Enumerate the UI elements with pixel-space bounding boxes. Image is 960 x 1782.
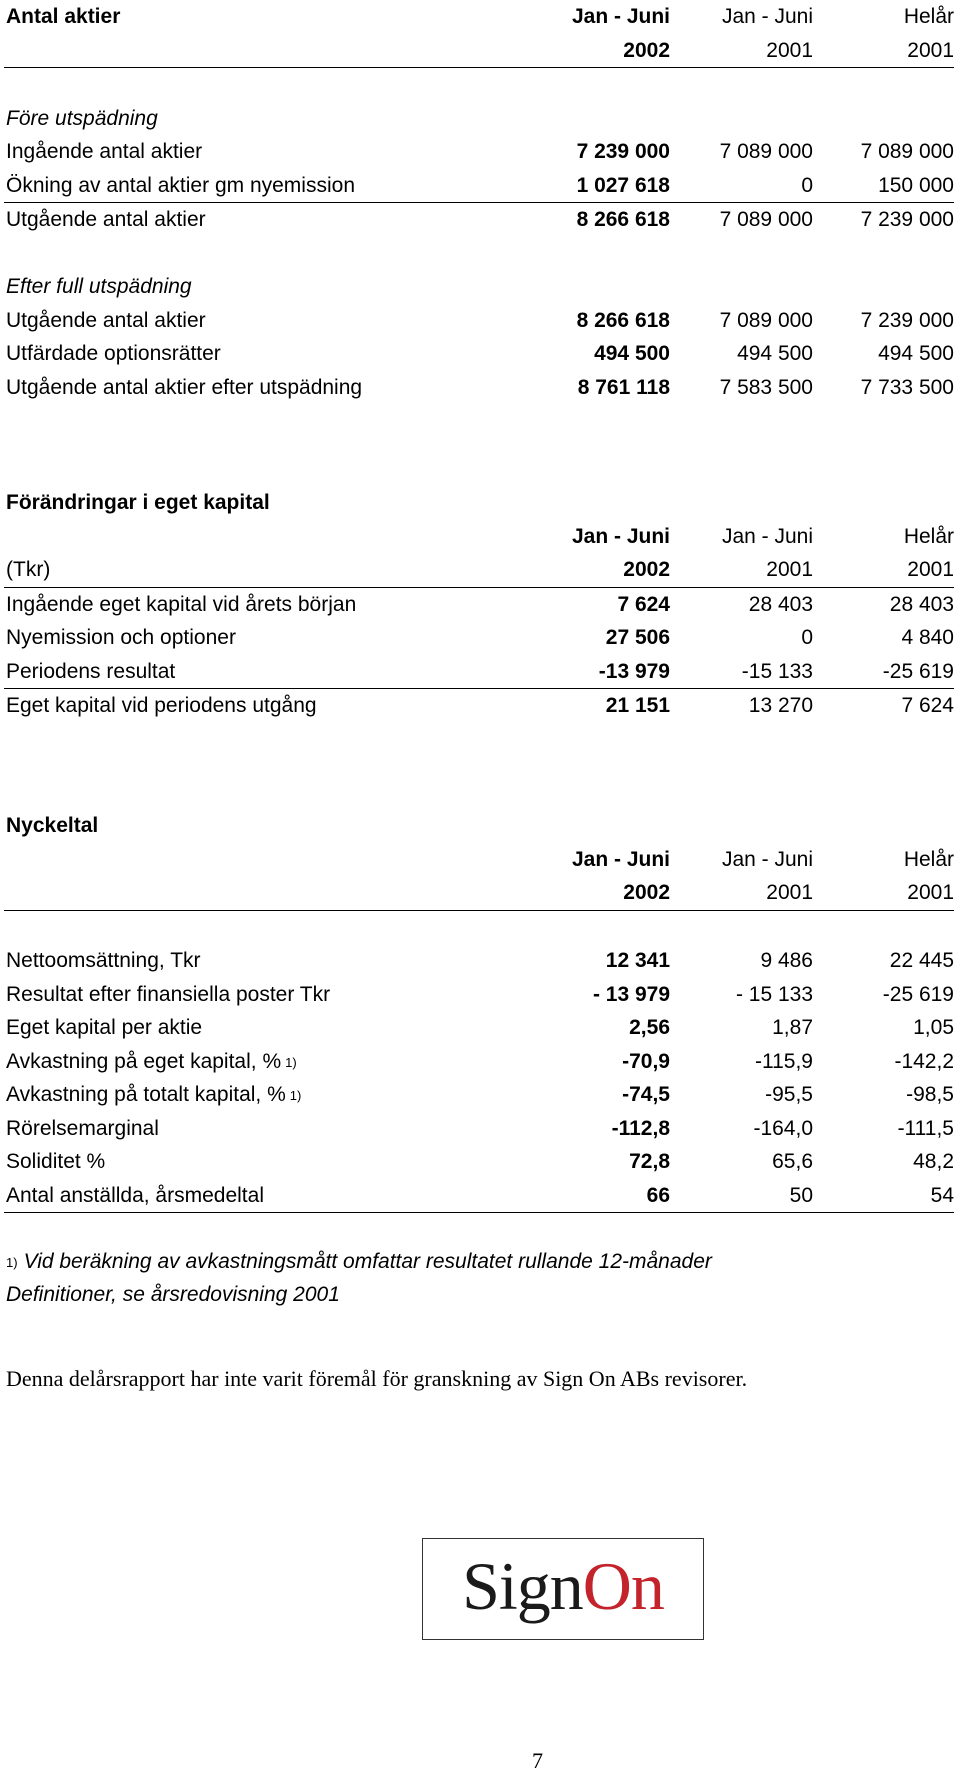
col-year: 2001 <box>766 38 813 62</box>
table-row <box>4 621 954 655</box>
table-row <box>4 135 954 169</box>
logo-part-on: On <box>582 1548 664 1624</box>
value-full-year: -25 619 <box>882 982 954 1006</box>
row-label: Nettoomsättning, Tkr <box>6 949 201 972</box>
col-year: 2001 <box>907 558 954 581</box>
value-full-year: 7 239 000 <box>860 208 954 231</box>
value-full-year: 7 239 000 <box>860 308 954 332</box>
shares-header-row-2 <box>4 34 954 69</box>
value-2002: 1 027 618 <box>576 173 670 197</box>
row-label: Utgående antal aktier efter utspädning <box>6 375 363 399</box>
row-label: Avkastning på totalt kapital, % <box>6 1083 286 1106</box>
row-label: Rörelsemarginal <box>6 1116 159 1140</box>
table-row <box>4 169 954 204</box>
value-2001: 494 500 <box>737 342 813 365</box>
keyfigures-header-row-1 <box>4 843 954 877</box>
spacer <box>4 237 954 271</box>
table-row <box>4 1078 954 1112</box>
row-label: Resultat efter finansiella poster Tkr <box>6 982 331 1006</box>
table-row <box>4 1145 954 1179</box>
value-2002: -13 979 <box>598 659 670 683</box>
footnote-text: Vid beräkning av avkastningsmått omfattar resultatet rullande 12-månader <box>23 1250 712 1273</box>
col-year: 2001 <box>907 38 954 62</box>
value-full-year: 4 840 <box>901 626 954 649</box>
equity-title: Förändringar i eget kapital <box>6 491 270 514</box>
value-2001: 13 270 <box>748 694 813 717</box>
value-2002: 66 <box>646 1183 670 1207</box>
section-label-before <box>4 102 954 136</box>
row-label: Ingående eget kapital vid årets början <box>6 592 357 616</box>
value-full-year: 22 445 <box>889 949 954 972</box>
keyfigures-title: Nyckeltal <box>6 814 99 837</box>
value-2001: -115,9 <box>755 1049 813 1073</box>
value-2002: - 13 979 <box>592 982 670 1006</box>
value-2002: 27 506 <box>605 626 670 649</box>
table-row <box>4 1112 954 1146</box>
value-full-year: 48,2 <box>913 1150 954 1173</box>
row-label: Ökning av antal aktier gm nyemission <box>6 173 355 197</box>
value-2002: 494 500 <box>594 342 670 365</box>
col-header: Helår <box>903 524 954 548</box>
value-2002: -70,9 <box>622 1049 670 1073</box>
value-full-year: 54 <box>930 1183 954 1207</box>
page-number: 7 <box>532 1748 543 1773</box>
signon-logo <box>422 1538 704 1640</box>
table-row <box>4 655 954 690</box>
row-label-with-ref <box>6 1078 301 1113</box>
row-label: Nyemission och optioner <box>6 626 236 649</box>
keyfigures-table <box>4 809 954 1213</box>
value-2002: 7 624 <box>617 592 670 616</box>
value-2002: -112,8 <box>611 1116 670 1140</box>
value-2001: -164,0 <box>753 1116 813 1140</box>
value-full-year: -98,5 <box>906 1083 954 1106</box>
col-year: 2002 <box>623 558 670 581</box>
value-2001: -95,5 <box>765 1083 813 1106</box>
col-year: 2001 <box>766 881 813 904</box>
table-row <box>4 337 954 371</box>
row-label: Eget kapital vid periodens utgång <box>6 694 317 717</box>
value-2001: 7 089 000 <box>719 140 813 163</box>
footnote-2 <box>6 1278 340 1311</box>
row-label: Ingående antal aktier <box>6 140 203 163</box>
value-2001: 9 486 <box>760 949 813 972</box>
section-label: Efter full utspädning <box>6 275 192 298</box>
shares-header-row-1 <box>4 0 954 34</box>
row-label: Antal anställda, årsmedeltal <box>6 1183 264 1207</box>
col-header: Helår <box>903 5 954 28</box>
value-2002: 8 266 618 <box>576 208 670 231</box>
spacer <box>4 911 954 945</box>
table-row <box>4 371 954 405</box>
col-year: 2002 <box>623 881 670 904</box>
col-year: 2001 <box>907 881 954 904</box>
audit-note: Denna delårsrapport har inte varit föremål för granskning av Sign On ABs revisorer. <box>6 1366 748 1391</box>
value-2001: 7 583 500 <box>719 375 813 399</box>
table-row <box>4 1179 954 1214</box>
footnote-marker: 1) <box>6 1255 18 1270</box>
value-2001: 1,87 <box>772 1016 813 1039</box>
equity-header-row-2 <box>4 553 954 588</box>
keyfigures-header-row-2 <box>4 876 954 911</box>
col-year: 2001 <box>766 558 813 581</box>
col-header: Jan - Juni <box>571 847 670 871</box>
col-header: Helår <box>903 847 954 871</box>
table-row <box>4 944 954 978</box>
equity-table <box>4 486 954 723</box>
footnote-text: Definitioner, se årsredovisning 2001 <box>6 1283 340 1306</box>
value-2001: 7 089 000 <box>719 308 813 332</box>
row-label: Eget kapital per aktie <box>6 1016 203 1039</box>
table-row <box>4 203 954 237</box>
col-header: Jan - Juni <box>721 524 813 548</box>
table-row <box>4 304 954 338</box>
row-label: Avkastning på eget kapital, % <box>6 1049 282 1073</box>
row-label: Utgående antal aktier <box>6 208 206 231</box>
value-2001: 0 <box>801 173 813 197</box>
value-2002: 8 266 618 <box>576 308 670 332</box>
keyfigures-title-row <box>4 809 954 843</box>
spacer <box>4 68 954 102</box>
col-header: Jan - Juni <box>721 5 813 28</box>
value-full-year: -142,2 <box>894 1049 954 1073</box>
value-full-year: 7 733 500 <box>860 375 954 399</box>
value-2002: -74,5 <box>622 1083 670 1106</box>
table-row <box>4 1011 954 1045</box>
table-row <box>4 588 954 622</box>
value-2002: 8 761 118 <box>577 375 670 399</box>
value-2001: 0 <box>801 626 813 649</box>
equity-title-row <box>4 486 954 520</box>
row-label: Utgående antal aktier <box>6 308 206 332</box>
table-row <box>4 1045 954 1079</box>
section-label-after <box>4 270 954 304</box>
value-full-year: 494 500 <box>878 342 954 365</box>
logo-wordmark <box>423 1548 703 1624</box>
logo-part-sign: Sign <box>462 1548 583 1624</box>
value-2001: - 15 133 <box>735 982 813 1006</box>
value-full-year: 1,05 <box>913 1016 954 1039</box>
value-2002: 12 341 <box>605 949 670 972</box>
col-year: 2002 <box>623 38 670 62</box>
value-2001: -15 133 <box>741 659 813 683</box>
value-2002: 7 239 000 <box>576 140 670 163</box>
row-label: Soliditet % <box>6 1150 106 1173</box>
equity-header-row-1 <box>4 520 954 554</box>
footnote-ref: 1) <box>285 1054 297 1070</box>
row-label: Utfärdade optionsrätter <box>6 342 221 365</box>
row-label-with-ref <box>6 1045 297 1080</box>
col-header: Jan - Juni <box>721 847 813 871</box>
col-header: Jan - Juni <box>571 524 670 548</box>
value-full-year: 7 089 000 <box>860 140 954 163</box>
value-2002: 72,8 <box>629 1150 670 1173</box>
shares-title: Antal aktier <box>6 5 121 28</box>
value-full-year: 150 000 <box>878 173 954 197</box>
value-2002: 21 151 <box>605 694 670 717</box>
value-full-year: 28 403 <box>889 592 954 616</box>
value-full-year: -111,5 <box>897 1116 954 1140</box>
value-full-year: -25 619 <box>882 659 954 683</box>
value-2002: 2,56 <box>629 1016 670 1039</box>
footnote-1 <box>6 1245 712 1279</box>
table-row <box>4 978 954 1012</box>
value-2001: 7 089 000 <box>719 208 813 231</box>
table-row <box>4 689 954 723</box>
footnote-ref: 1) <box>289 1088 302 1103</box>
value-full-year: 7 624 <box>901 694 954 717</box>
row-label: Periodens resultat <box>6 659 176 683</box>
section-label: Före utspädning <box>6 106 158 130</box>
col-header: Jan - Juni <box>571 5 670 28</box>
value-2001: 50 <box>789 1183 813 1207</box>
value-2001: 28 403 <box>748 592 813 616</box>
shares-table <box>4 0 954 404</box>
unit-label: (Tkr) <box>6 558 51 581</box>
value-2001: 65,6 <box>772 1150 813 1173</box>
